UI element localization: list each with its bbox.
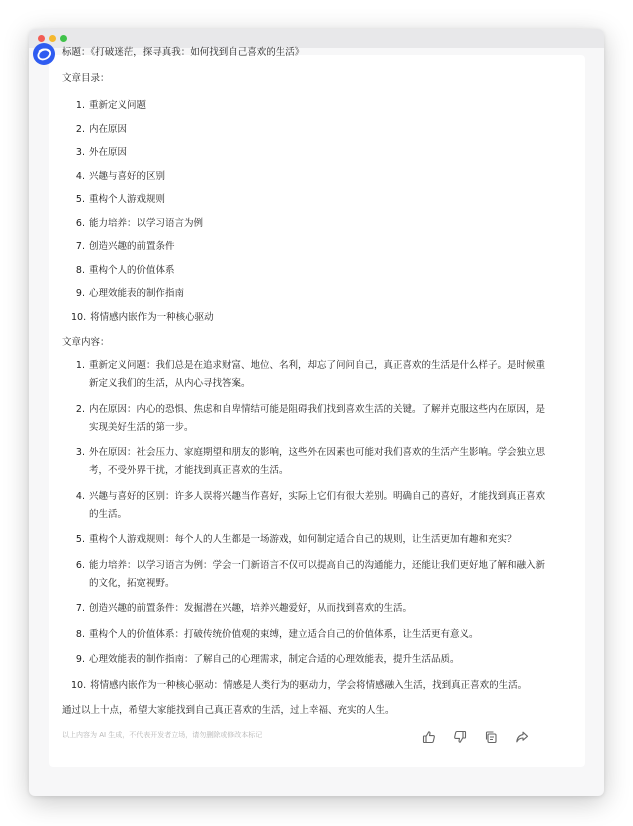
thumbs-up-icon[interactable] (420, 729, 437, 745)
summary-text: 通过以上十点，希望大家能找到自己真正喜欢的生活，过上幸福、充实的人生。 (62, 705, 395, 716)
list-item-text: 外在原因 (89, 147, 128, 158)
toc-item (71, 165, 558, 189)
list-item-text: 内在原因：内心的恐惧、焦虑和自卑情结可能是阻碍我们找到喜欢生活的关键。了解并克服这些内在原因，是实现美好生活的第一步。 (89, 403, 546, 433)
toc-item (71, 212, 558, 236)
content-item (71, 531, 558, 549)
content-list (62, 357, 558, 695)
list-number: 3. (75, 147, 85, 158)
minimize-window-button[interactable] (49, 35, 56, 42)
list-item-text: 重构个人的价值体系：打破传统价值观的束缚，建立适合自己的价值体系，让生活更有意义。 (89, 628, 479, 640)
toc-item (71, 118, 558, 142)
list-item-text: 将情感内嵌作为一种核心驱动：情感是人类行为的驱动力，学会将情感融入生活，找到真正喜欢的生活。 (90, 679, 528, 691)
list-number: 9. (75, 288, 85, 299)
list-number: 5. (75, 534, 85, 545)
list-number: 5. (75, 194, 85, 205)
list-number: 4. (75, 490, 85, 502)
content-item (71, 488, 558, 524)
toc-item (71, 188, 558, 212)
list-item-text: 重构个人游戏规则 (89, 194, 166, 205)
list-number: 8. (75, 628, 85, 640)
content-item (71, 600, 558, 618)
list-item-text: 重新定义问题：我们总是在追求财富、地位、名利，却忘了问问自己，真正喜欢的生活是什么样子。是时候重新定义我们的生活，从内心寻找答案。 (89, 360, 546, 389)
list-item-text: 重构个人游戏规则：每个人的人生都是一场游戏，如何制定适合自己的规则，让生活更加有趣和充实？ (89, 534, 517, 545)
content-heading: 文章内容： (62, 337, 110, 348)
list-number: 2. (75, 123, 85, 135)
toc-item (71, 282, 558, 306)
toc-item (71, 235, 558, 259)
list-item-text: 心理效能表的制作指南：了解自己的心理需求，制定合适的心理效能表，提升生活品质。 (89, 654, 460, 665)
content-item (71, 677, 558, 695)
list-number: 6. (75, 559, 85, 571)
list-item-text: 内在原因 (89, 123, 128, 135)
content-item (71, 401, 558, 437)
list-item-text: 将情感内嵌作为一种核心驱动 (90, 311, 214, 323)
ai-disclaimer: 以上内容为 AI 生成，不代表开发者立场，请勿删除或修改本标记 (62, 731, 263, 739)
list-number: 1. (75, 100, 85, 111)
list-number: 4. (75, 170, 85, 182)
list-number: 8. (75, 264, 85, 276)
content-item (71, 444, 558, 480)
list-number: 3. (75, 447, 85, 458)
close-window-button[interactable] (38, 35, 45, 42)
list-number: 2. (75, 403, 85, 415)
list-item-text: 重构个人的价值体系 (89, 264, 175, 276)
list-number: 10. (71, 311, 87, 323)
assistant-logo-icon (33, 43, 55, 65)
list-number: 6. (75, 217, 85, 229)
copy-icon[interactable] (482, 729, 499, 745)
toc-heading: 文章目录： (62, 73, 110, 84)
list-item-text: 能力培养：以学习语言为例 (89, 217, 204, 229)
list-item-text: 外在原因：社会压力、家庭期望和朋友的影响，这些外在因素也可能对我们喜欢的生活产生影响。学会独立思考，不受外界干扰，才能找到真正喜欢的生活。 (89, 447, 546, 476)
maximize-window-button[interactable] (60, 35, 67, 42)
list-number: 9. (75, 654, 85, 665)
message-actions (420, 729, 530, 745)
list-item-text: 兴趣与喜好的区别：许多人误将兴趣当作喜好，实际上它们有很大差别。明确自己的喜好，才能找到真正喜欢的生活。 (89, 490, 546, 520)
thumbs-down-icon[interactable] (451, 729, 468, 745)
list-item-text: 兴趣与喜好的区别 (89, 170, 166, 182)
list-item-text: 创造兴趣的前置条件：发掘潜在兴趣，培养兴趣爱好，从而找到喜欢的生活。 (89, 603, 413, 614)
share-icon[interactable] (513, 729, 530, 745)
list-item-text: 能力培养：以学习语言为例：学会一门新语言不仅可以提高自己的沟通能力，还能让我们更好地了解和融入新的文化，拓宽视野。 (89, 559, 546, 589)
list-number: 10. (71, 679, 87, 691)
message-content (62, 42, 558, 719)
list-item-text: 心理效能表的制作指南 (89, 288, 185, 299)
content-item (71, 357, 558, 393)
toc-item (71, 306, 558, 330)
list-number: 7. (75, 241, 85, 252)
content-item (71, 557, 558, 593)
content-item (71, 651, 558, 669)
toc-item (71, 94, 558, 118)
content-item (71, 626, 558, 644)
list-number: 1. (75, 360, 85, 371)
list-number: 7. (75, 603, 85, 614)
list-item-text: 创造兴趣的前置条件 (89, 241, 175, 252)
list-item-text: 重新定义问题 (89, 100, 147, 111)
message-footer (62, 729, 552, 745)
toc-item (71, 141, 558, 165)
toc-item (71, 259, 558, 283)
toc-list (62, 94, 558, 329)
article-title: 标题：《打破迷茫，探寻真我：如何找到自己喜欢的生活》 (62, 47, 305, 58)
